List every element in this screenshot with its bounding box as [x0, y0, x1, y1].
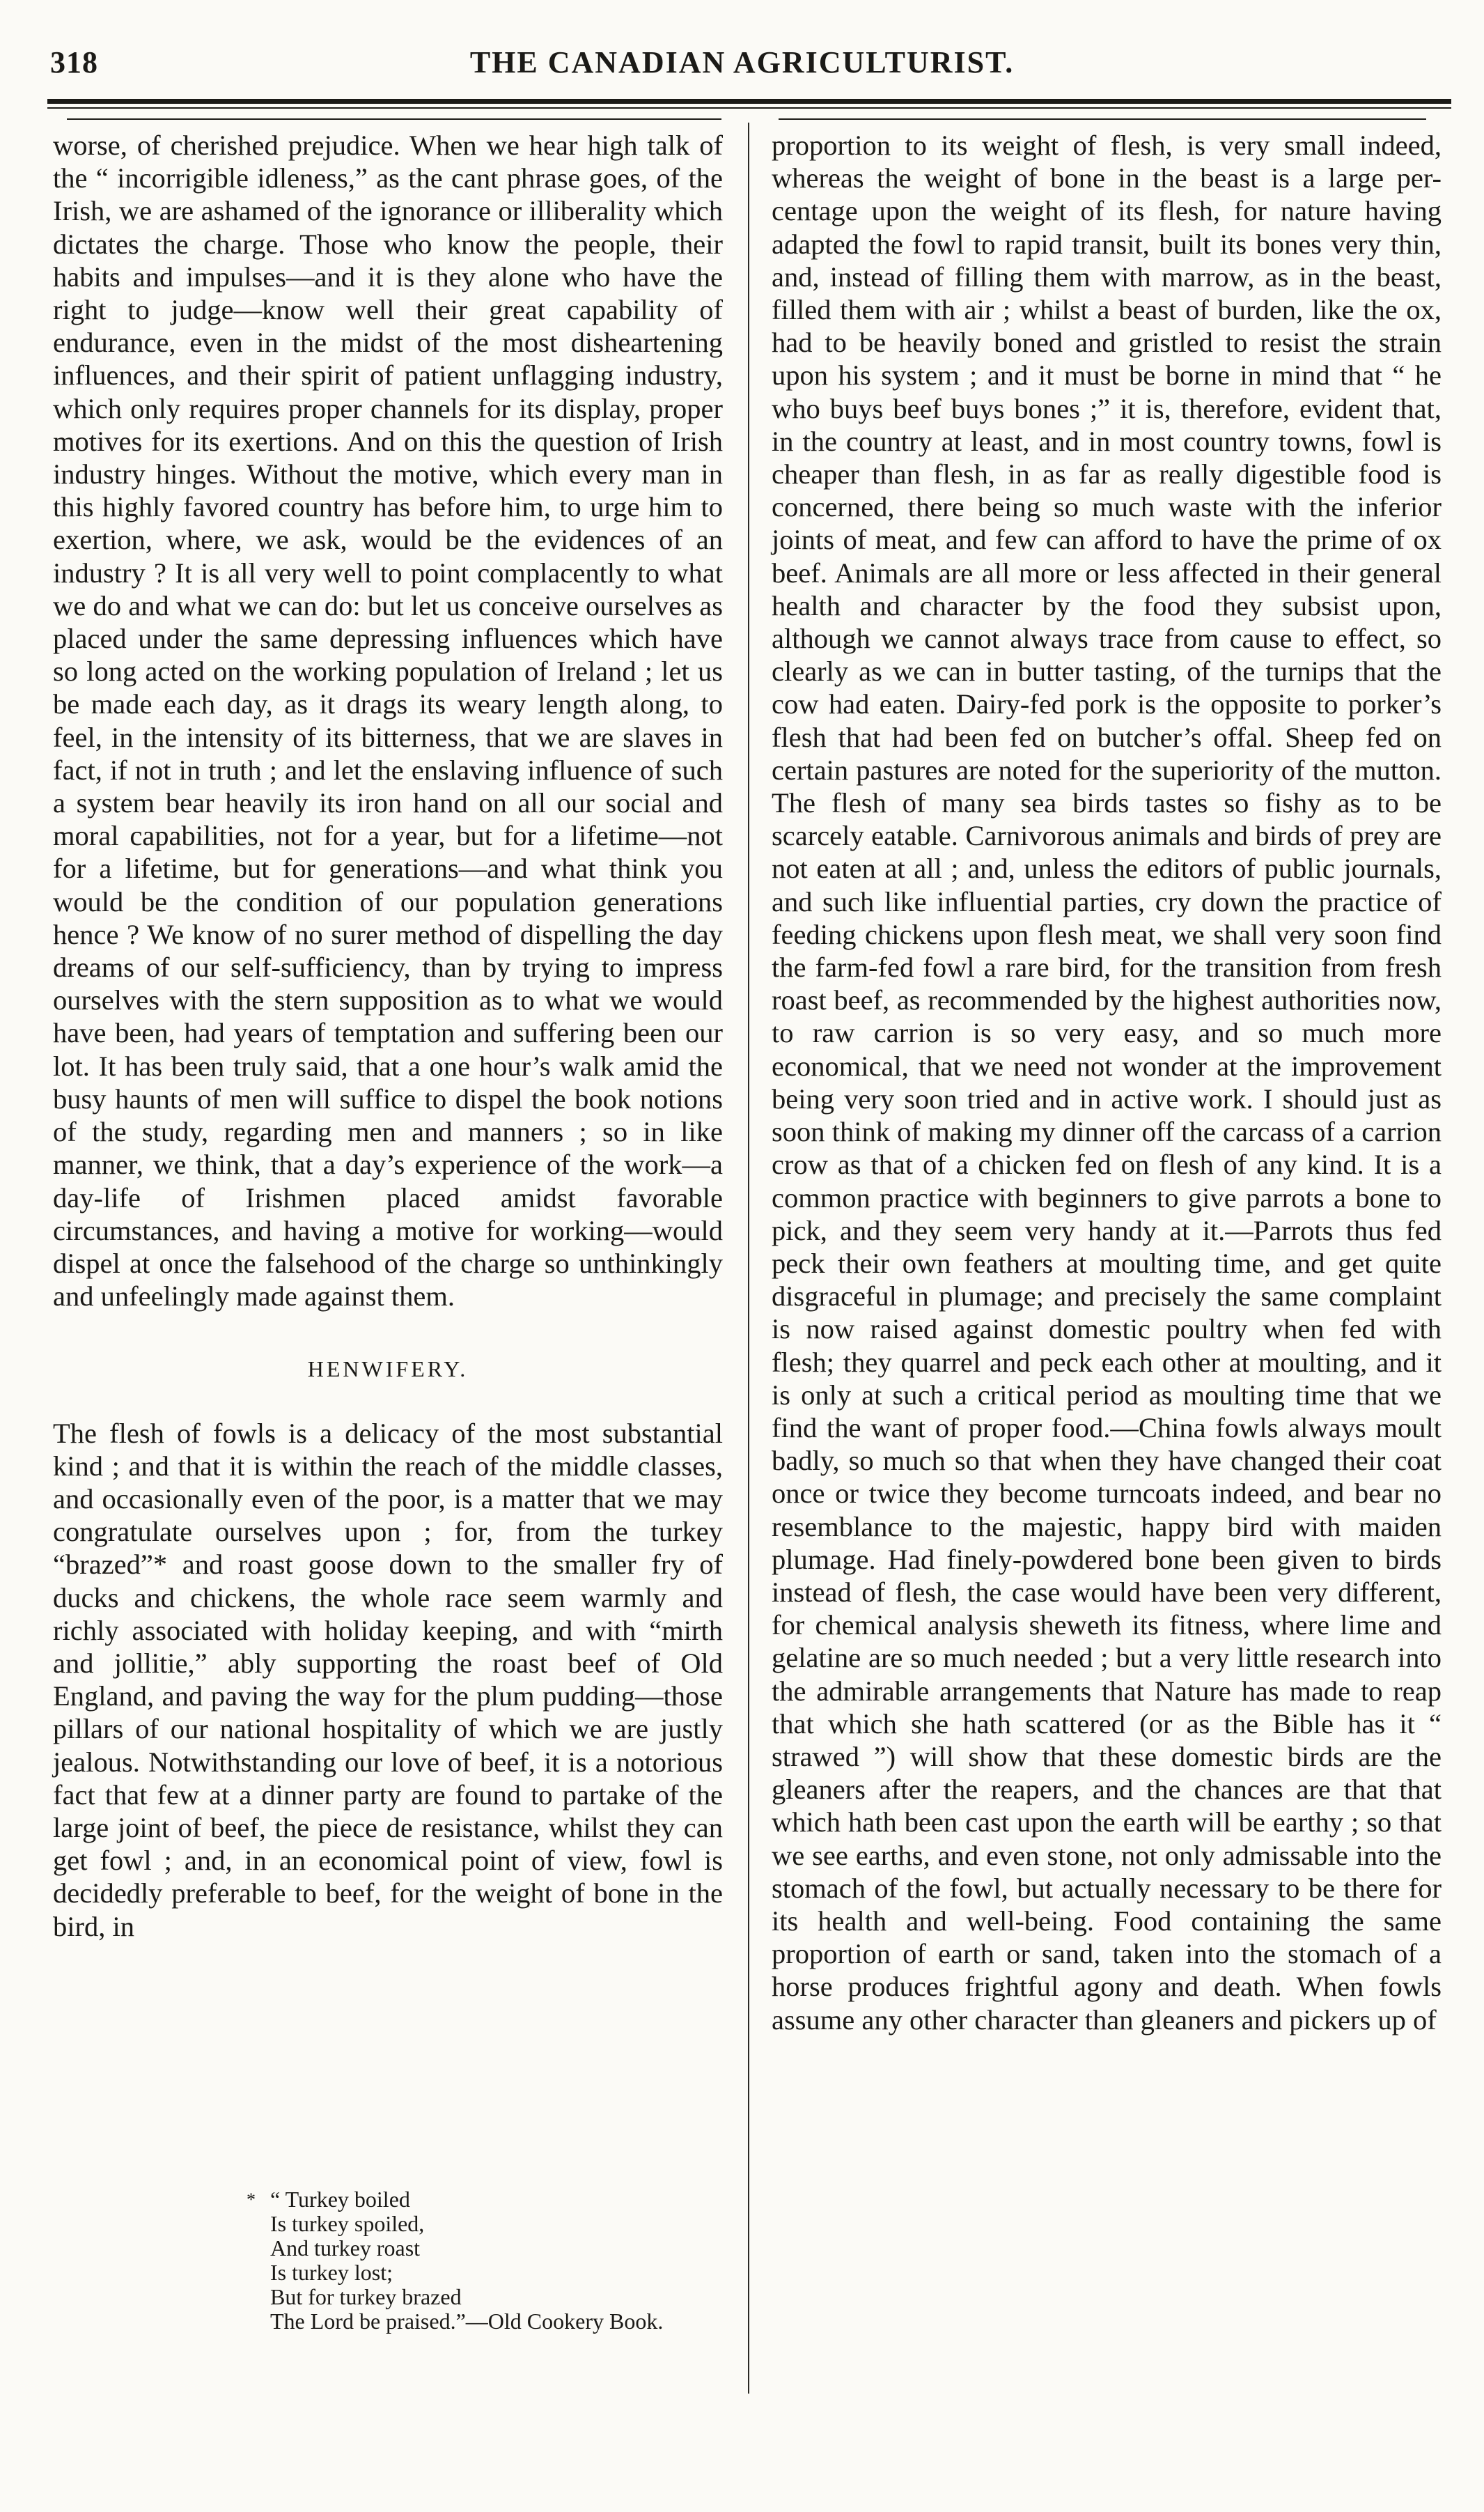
footnote-line: But for turkey brazed: [270, 2284, 462, 2309]
footnote-line: And turkey roast: [270, 2235, 421, 2261]
footnote: [247, 2187, 758, 2334]
right-paragraph-henwifery-continued: proportion to its weight of flesh, is very small indeed, whereas the weight of bone in the beast is a large per-centage upon the weight of its flesh, for nature having adapted the fowl to rapid transit, built its bones very thin, and, instead of filling them with marrow, as in the beast, filled them with air ; whilst a beast of burden, like the ox, had to be heavily boned and gristled to resist the strain upon his system ; and it must be borne in mind that “ he who buys beef buys bones ;” it is, therefore, evident that, in the country at least, and in most country towns, fowl is cheaper than flesh, in as far as really digestible food is concerned, there being so much waste with the inferior joints of meat, and few can afford to have the prime of ox beef. Animals are all more or less affected in their general health and character by the food they subsist upon, although we cannot always trace from cause to effect, so clearly as we can in butter tasting, of the turnips that the cow had eaten. Dairy-fed pork is the opposite to porker’s flesh that had been fed on butcher’s offal. Sheep fed on certain pastures are noted for the superiority of the mutton. The flesh of many sea birds tastes so fishy as to be scarcely eatable. Carnivorous animals and birds of prey are not eaten at all ; and, unless the editors of public journals, and such like influential parties, cry down the practice of feeding chickens upon flesh meat, we shall very soon find the farm-fed fowl a rare bird, for the transition from fresh roast beef, as recommended by the highest authorities now, to raw carrion is so very easy, and so much more economical, that we need not wonder at the improvement being very soon tried and in active work. I should just as soon think of making my dinner off the carcass of a carrion crow as that of a chicken fed on flesh of any kind. It is a common practice with beginners to give parrots a bone to pick, and they seem very handy at it.—Parrots thus fed peck their own feathers at moulting time, and get quite disgraceful in plumage; and precisely the same complaint is now raised against domestic poultry when fed with flesh; they quarrel and peck each other at moulting, and it is only at such a critical period as moulting time that we find the want of proper food.—China fowls always moult badly, so much so that when they have changed their coat once or twice they become turncoats indeed, and bear no resemblance to the majestic, happy bird with maiden plumage. Had finely-powdered bone been given to birds instead of flesh, the case would have been very different, for chemical analysis sheweth its fitness, where lime and gelatine are so much needed ; but a very little research into the admirable arrangements that Nature has made to reap that which she hath scattered (or as the Bible has it “ strawed ”) will show that these domestic birds are the gleaners after the reapers, and the chances are that that which hath been cast upon the earth will be earthy ; so that we see earths, and even stone, not only admissable into the stomach of the fowl, but actually necessary to be there for its health and well-being. Food containing the same proportion of earth or sand, taken into the stomach of a horse produces frightful agony and death. When fowls assume any other character than gleaners and pickers up of: [772, 130, 1442, 2036]
left-paragraph-irish-industry: worse, of cherished prejudice. When we hear high talk of the “ incorrigible idleness,” as the cant phrase goes, of the Irish, we are ashamed of the ignorance or illiberality which dictates the charge. Those who know the people, their habits and impulses—and it is they alone who have the right to judge—know well their great capability of endurance, even in the midst of the most disheartening influences, and their spirit of patient unflagging industry, which only requires proper channels for its display, proper motives for its exertions. And on this the question of Irish industry hinges. Without the motive, which every man in this highly favored country has before him, to urge him to exertion, where, we ask, would be the evidences of an industry ? It is all very well to point complacently to what we do and what we can do: but let us conceive ourselves as placed under the same depressing influences which have so long acted on the working population of Ireland ; let us be made each day, as it drags its weary length along, to feel, in the intensity of its bitterness, that we are slaves in fact, if not in truth ; and let the enslaving influence of such a system bear heavily its iron hand on all our social and moral capabilities, not for a year, but for a lifetime—not for a lifetime, but for generations—and what think you would be the condition of our population generations hence ? We know of no surer method of dispelling the day dreams of our self-sufficiency, than by trying to impress ourselves with the stern supposition as to what we would have been, had years of temptation and suffering been our lot. It has been truly said, that a one hour’s walk amid the busy haunts of men will suffice to dispel the book notions of the study, regarding men and manners ; so in like manner, we think, that a day’s experience of the work—a day-life of Irishmen placed amidst favorable circumstances, and having a motive for working—would dispel at once the falsehood of the charge so unthinkingly and unfeelingly made against them.: [53, 130, 723, 1312]
footnote-line: The Lord be praised.”—Old Cookery Book.: [270, 2309, 664, 2334]
column-divider: [748, 123, 749, 2394]
right-column: [772, 129, 1442, 2036]
header-rule-thin: [47, 107, 1451, 109]
footnote-line: Is turkey spoiled,: [270, 2211, 425, 2236]
footnote-line: Is turkey lost;: [270, 2260, 393, 2285]
header-rule-thick: [47, 99, 1451, 104]
section-heading-henwifery: HENWIFERY.: [307, 1356, 469, 1382]
left-column-top-rule: [67, 118, 721, 120]
right-column-top-rule: [779, 118, 1426, 120]
footnote-marker: *: [247, 2189, 256, 2210]
left-column: [53, 129, 723, 1943]
left-paragraph-henwifery: The flesh of fowls is a delicacy of the most substantial kind ; and that it is within the reach of the middle classes, and occasionally even of the poor, is a matter that we may congratulate ourselves upon ; for, from the turkey “brazed”* and roast goose down to the smaller fry of ducks and chickens, the whole race seem warmly and richly associated with holiday keeping, and with “mirth and jollitie,” ably supporting the roast beef of Old England, and paving the way for the plum pudding—those pillars of our national hospitality of which we are justly jealous. Notwithstanding our love of beef, it is a notorious fact that few at a dinner party are found to partake of the large joint of beef, the piece de resistance, whilst they can get fowl ; and, in an economical point of view, fowl is decidedly preferable to beef, for the weight of bone in the bird, in: [53, 1417, 723, 1942]
page-number: 318: [50, 45, 98, 79]
footnote-line: “ Turkey boiled: [270, 2187, 410, 2212]
running-title: THE CANADIAN AGRICULTURIST.: [469, 45, 1015, 79]
